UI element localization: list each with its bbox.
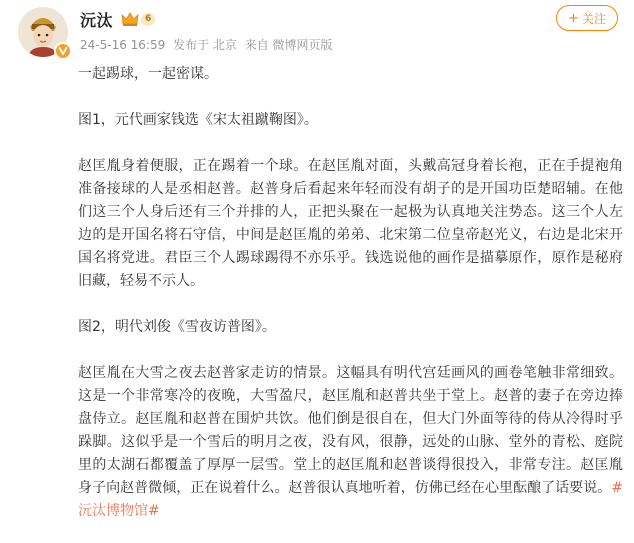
crown-icon — [121, 11, 139, 27]
vip-level: 6 — [141, 13, 155, 26]
name-row — [80, 9, 155, 29]
post-meta — [80, 36, 337, 53]
figure-2-paragraph — [78, 362, 623, 523]
vip-badge[interactable] — [121, 11, 155, 27]
post-timestamp[interactable]: 24-5-16 16:59 — [80, 38, 166, 52]
follow-button[interactable] — [556, 5, 618, 31]
plus-icon: + — [568, 10, 579, 26]
post-intro: 一起踢球，一起密谋。 — [78, 66, 218, 82]
follow-label: 关注 — [581, 11, 606, 26]
post-source: 来自 微博网页版 — [244, 38, 333, 52]
verified-badge-icon — [54, 42, 72, 60]
post-content — [78, 63, 623, 523]
figure-1-description: 赵匡胤身着便服，正在踢着一个球。在赵匡胤对面，头戴高冠身着长袍，正在手提袍角准备接球的人是丞相赵普。赵普身后看起来年轻而没有胡子的是开国功臣楚昭辅。在他们这三个人身后还有三个并排的人，正把头聚在一起极为认真地关注势态。这三个人左边的是开国名将石守信，中间是赵匡胤的弟弟、北宋第二位皇帝赵光义，右边是北宋开国名将党进。君臣三个人踢球踢得不亦乐乎。钱选说他的画作是描摹原作，原作是秘府旧藏，轻易不示人。 — [78, 158, 623, 289]
post-header — [0, 0, 634, 64]
post-location: 发布于 北京 — [173, 38, 237, 52]
figure-2-caption: 图2，明代刘俊《雪夜访普图》。 — [78, 319, 276, 335]
hashtag-link[interactable]: #沅汰博物馆# — [78, 480, 623, 519]
figure-1-caption: 图1，元代画家钱选《宋太祖蹴鞠图》。 — [78, 112, 318, 128]
user-name[interactable]: 沅汰 — [80, 10, 114, 30]
figure-2-description: 赵匡胤在大雪之夜去赵普家走访的情景。这幅具有明代宫廷画风的画卷笔触非常细致。这是一个非常寒冷的夜晚，大雪盈尺，赵匡胤和赵普共坐于堂上。赵普的妻子在旁边捧盘侍立。赵匡胤和赵普在围炉共饮。他们倒是很自在，但大门外面等待的侍从冷得时乎跺脚。这似乎是一个雪后的明月之夜，没有风，很静，远处的山脉、堂外的青松、庭院里的太湖石都覆盖了厚厚一层雪。堂上的赵匡胤和赵普谈得很投入，非常专注。赵匡胤身子向赵普微倾，正在说着什么。赵普很认真地听着，仿佛已经在心里酝酿了话要说。 — [78, 365, 623, 496]
